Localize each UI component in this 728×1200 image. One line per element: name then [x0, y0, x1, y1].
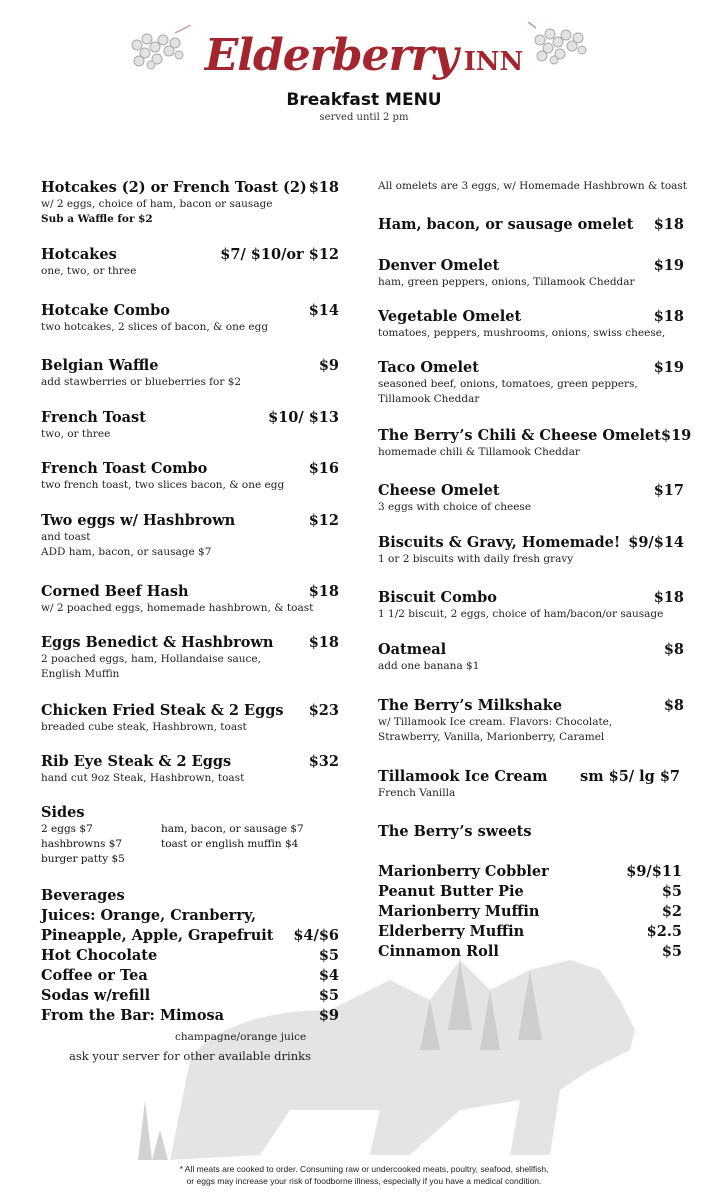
brand-inn: INN	[463, 47, 524, 77]
item-desc: seasoned beef, onions, tomatoes, green peppers,	[378, 378, 638, 390]
item-price: $18	[308, 583, 339, 600]
served-note: served until 2 pm	[319, 112, 409, 123]
item-desc: w/ 2 eggs, choice of ham, bacon or sausage	[41, 198, 273, 210]
ask-server-note: ask your server for other available drinks	[69, 1049, 311, 1063]
item-price: $19	[653, 257, 684, 274]
item-name: Denver Omelet	[378, 257, 500, 274]
menu-item	[41, 409, 339, 442]
sweet-name: Marionberry Cobbler	[378, 863, 549, 880]
menu-item	[41, 753, 339, 786]
item-name: French Toast	[41, 409, 146, 426]
item-price: $8	[663, 641, 684, 658]
menu-item	[41, 179, 339, 227]
mimosa-note: champagne/orange juice	[175, 1031, 307, 1043]
omelet-intro: All omelets are 3 eggs, w/ Homemade Hashbrown & toast	[378, 180, 688, 192]
beverage-price: $4	[318, 967, 339, 984]
item-desc: w/ Tillamook Ice cream. Flavors: Chocolate,	[378, 716, 613, 728]
menu-item	[378, 768, 680, 801]
menu-item	[378, 534, 684, 567]
item-name: The Berry’s Chili & Cheese Omelet	[378, 427, 661, 444]
item-desc: two french toast, two slices bacon, & one egg	[41, 479, 285, 491]
sweet-price: $9/$11	[626, 863, 682, 880]
item-name: Biscuit Combo	[378, 589, 497, 606]
item-price: $10/ $13	[268, 409, 339, 426]
item-name: Taco Omelet	[378, 359, 479, 376]
sweets-section	[378, 862, 682, 962]
item-name: Ham, bacon, or sausage omelet	[378, 216, 634, 233]
sweet-name: Elderberry Muffin	[378, 923, 525, 940]
item-price: $19	[660, 427, 692, 444]
item-desc: 1 or 2 biscuits with daily fresh gravy	[378, 553, 574, 565]
item-name: Hotcakes (2) or French Toast (2)	[41, 179, 307, 196]
item-price: $9	[318, 357, 339, 374]
item-price: $18	[653, 589, 684, 606]
item-price: $19	[653, 359, 684, 376]
item-desc: add one banana $1	[378, 660, 480, 672]
item-name: Eggs Benedict & Hashbrown	[41, 634, 274, 651]
sides-section	[41, 804, 339, 867]
item-desc: ham, green peppers, onions, Tillamook Cheddar	[378, 276, 635, 288]
item-desc: French Vanilla	[378, 787, 456, 799]
menu-item	[378, 589, 684, 622]
item-desc: homemade chili & Tillamook Cheddar	[378, 446, 580, 458]
sweet-price: $5	[661, 883, 682, 900]
item-name: Corned Beef Hash	[41, 583, 189, 600]
item-price: $32	[308, 753, 339, 770]
beverage-price: $5	[318, 947, 339, 964]
item-price: $23	[308, 702, 339, 719]
menu-item	[378, 308, 684, 341]
item-price: $18	[653, 308, 684, 325]
item-desc: 1 1/2 biscuit, 2 eggs, choice of ham/bacon/or sausage	[378, 608, 664, 620]
item-name: Tillamook Ice Cream	[378, 768, 548, 785]
item-name: The Berry’s Milkshake	[378, 697, 563, 714]
beverage-name: Coffee or Tea	[41, 967, 148, 984]
item-desc: w/ 2 poached eggs, homemade hashbrown, & toast	[41, 602, 314, 614]
brand-logo	[0, 30, 728, 81]
beverage-name: Sodas w/refill	[41, 987, 151, 1004]
sweets-title: The Berry’s sweets	[378, 823, 532, 840]
beverage-price: $4/$6	[293, 927, 339, 944]
menu-item	[378, 216, 684, 234]
menu-item	[41, 512, 339, 560]
item-desc: ADD ham, bacon, or sausage $7	[41, 546, 212, 558]
menu-item	[41, 702, 339, 735]
item-name: Vegetable Omelet	[378, 308, 522, 325]
page-title: Breakfast MENU	[286, 90, 442, 110]
beverage-name: Hot Chocolate	[41, 947, 158, 964]
menu-item	[378, 482, 684, 515]
item-desc: two hotcakes, 2 slices of bacon, & one egg	[41, 321, 269, 333]
side-item: 2 eggs $7	[41, 823, 93, 835]
item-desc: English Muffin	[41, 668, 120, 680]
item-price: $7/ $10/or $12	[220, 246, 339, 263]
item-desc: tomatoes, peppers, mushrooms, onions, swiss cheese,	[378, 327, 666, 339]
menu-item	[378, 641, 684, 674]
item-desc: hand cut 9oz Steak, Hashbrown, toast	[41, 772, 245, 784]
menu-item	[378, 697, 684, 745]
item-price: $18	[653, 216, 684, 233]
item-desc: Tillamook Cheddar	[378, 393, 480, 405]
item-desc: 3 eggs with choice of cheese	[378, 501, 532, 513]
item-name: French Toast Combo	[41, 460, 208, 477]
item-name: Belgian Waffle	[41, 357, 159, 374]
item-name: Hotcakes	[41, 246, 117, 263]
item-name: Rib Eye Steak & 2 Eggs	[41, 753, 232, 770]
item-price: $16	[308, 460, 339, 477]
menu-item	[41, 246, 339, 279]
menu-item	[41, 460, 339, 493]
item-price: $9/$14	[628, 534, 684, 551]
allergy-disclaimer	[0, 1163, 728, 1187]
menu-item	[41, 357, 339, 390]
item-price: $14	[308, 302, 339, 319]
item-price: $18	[308, 179, 339, 196]
sides-title: Sides	[41, 804, 85, 821]
item-name: Cheese Omelet	[378, 482, 500, 499]
beverage-price: $5	[318, 987, 339, 1004]
menu-item	[378, 427, 692, 460]
beverage-juices: Juices: Orange, Cranberry,	[41, 907, 257, 924]
sweet-price: $2.5	[646, 923, 682, 940]
side-item: toast or english muffin $4	[161, 838, 299, 850]
item-price: $8	[663, 697, 684, 714]
item-name: Chicken Fried Steak & 2 Eggs	[41, 702, 284, 719]
sweet-price: $2	[661, 903, 682, 920]
side-item: hashbrowns $7	[41, 838, 123, 850]
item-desc: two, or three	[41, 428, 111, 440]
item-price: $17	[653, 482, 684, 499]
side-item: ham, bacon, or sausage $7	[161, 823, 304, 835]
sweet-name: Marionberry Muffin	[378, 903, 540, 920]
menu-item	[41, 302, 339, 335]
menu-item	[41, 583, 339, 616]
item-desc: one, two, or three	[41, 265, 137, 277]
sweet-name: Peanut Butter Pie	[378, 883, 524, 900]
item-price: $18	[308, 634, 339, 651]
disclaimer-line: * All meats are cooked to order. Consuming raw or undercooked meats, poultry, seafood, shellfish,	[179, 1164, 549, 1174]
item-desc: and toast	[41, 531, 91, 543]
item-name: Biscuits & Gravy, Homemade!	[378, 534, 621, 551]
item-desc: Strawberry, Vanilla, Marionberry, Caramel	[378, 731, 605, 743]
item-name: Hotcake Combo	[41, 302, 170, 319]
sweet-price: $5	[661, 943, 682, 960]
beverages-title: Beverages	[41, 887, 125, 904]
item-price: sm $5/ lg $7	[580, 768, 680, 785]
disclaimer-line: or eggs may increase your risk of foodborne illness, especially if you have a medical condition.	[186, 1176, 542, 1186]
item-name: Oatmeal	[378, 641, 447, 658]
item-sub: Sub a Waffle for $2	[41, 213, 153, 225]
menu-item	[378, 359, 684, 407]
item-desc: 2 poached eggs, ham, Hollandaise sauce,	[41, 653, 261, 665]
item-name: Two eggs w/ Hashbrown	[41, 512, 236, 529]
beverage-price: $9	[318, 1007, 339, 1024]
brand-script: Elderberry	[204, 30, 458, 81]
item-desc: breaded cube steak, Hashbrown, toast	[41, 721, 247, 733]
beverage-name: From the Bar: Mimosa	[41, 1007, 225, 1024]
sweet-name: Cinnamon Roll	[378, 943, 499, 960]
side-item: burger patty $5	[41, 853, 125, 865]
item-desc: add stawberries or blueberries for $2	[41, 376, 242, 388]
beverages-section	[41, 886, 339, 1026]
menu-item	[378, 257, 684, 290]
beverage-name: Pineapple, Apple, Grapefruit	[41, 927, 274, 944]
menu-item	[41, 634, 339, 682]
item-price: $12	[308, 512, 339, 529]
